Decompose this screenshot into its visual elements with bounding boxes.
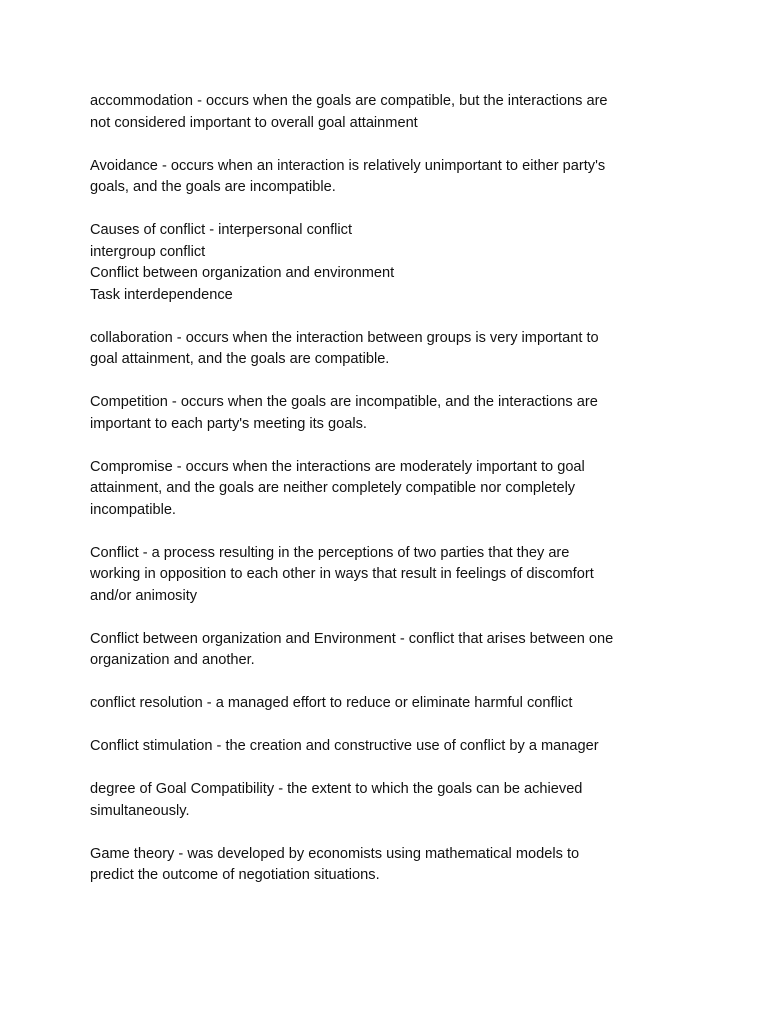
entry-line: predict the outcome of negotiation situations. bbox=[90, 867, 380, 883]
entry-line: Compromise - occurs when the interactions are moderately important to goal bbox=[90, 458, 585, 475]
entry-line: not considered important to overall goal attainment bbox=[90, 114, 418, 131]
entry-line: simultaneously. bbox=[90, 802, 190, 819]
entry-line: and/or animosity bbox=[90, 587, 198, 604]
entry-line: goals, and the goals are incompatible. bbox=[90, 179, 336, 195]
entry-line: Competition - occurs when the goals are incompatible, and the interactions are bbox=[90, 394, 598, 410]
entry-line: organization and another. bbox=[90, 652, 255, 668]
entry-line: Conflict - a process resulting in the perceptions of two parties that they are bbox=[90, 544, 570, 561]
glossary-entry-conflict bbox=[90, 543, 690, 608]
entry-line: Conflict between organization and Environment - conflict that arises between one bbox=[90, 630, 614, 647]
entry-line: Conflict stimulation - the creation and constructive use of conflict by a manager bbox=[90, 738, 599, 754]
glossary-entry-game-theory bbox=[90, 844, 690, 887]
glossary-entry-compromise bbox=[90, 457, 690, 522]
glossary-list bbox=[90, 91, 690, 908]
glossary-entry-collaboration bbox=[90, 328, 690, 371]
entry-line: intergroup conflict bbox=[90, 243, 206, 260]
entry-line: Task interdependence bbox=[90, 286, 233, 303]
entry-line: attainment, and the goals are neither completely compatible nor completely bbox=[90, 480, 576, 496]
entry-line: goal attainment, and the goals are compatible. bbox=[90, 351, 390, 367]
entry-line: Conflict between organization and environment bbox=[90, 265, 395, 281]
glossary-entry-competition bbox=[90, 392, 690, 435]
entry-line: working in opposition to each other in ways that result in feelings of discomfort bbox=[90, 566, 594, 582]
entry-line: conflict resolution - a managed effort to reduce or eliminate harmful conflict bbox=[90, 695, 573, 711]
entry-line: incompatible. bbox=[90, 501, 176, 518]
entry-line: important to each party's meeting its goals. bbox=[90, 415, 367, 432]
glossary-entry-causes-of-conflict bbox=[90, 220, 690, 306]
entry-line: Avoidance - occurs when an interaction is relatively unimportant to either party's bbox=[90, 157, 606, 174]
glossary-entry-avoidance bbox=[90, 156, 690, 199]
entry-line: Causes of conflict - interpersonal conflict bbox=[90, 222, 352, 238]
entry-line: Game theory - was developed by economists using mathematical models to bbox=[90, 845, 580, 862]
glossary-entry-conflict-stimulation bbox=[90, 736, 690, 758]
glossary-entry-conflict-resolution bbox=[90, 693, 690, 715]
entry-line: accommodation - occurs when the goals are compatible, but the interactions are bbox=[90, 93, 608, 109]
glossary-entry-accommodation bbox=[90, 91, 690, 134]
entry-line: collaboration - occurs when the interaction between groups is very important to bbox=[90, 329, 599, 346]
glossary-entry-conflict-org-environment bbox=[90, 629, 690, 672]
glossary-entry-goal-compatibility bbox=[90, 779, 690, 822]
entry-line: degree of Goal Compatibility - the extent to which the goals can be achieved bbox=[90, 781, 583, 797]
